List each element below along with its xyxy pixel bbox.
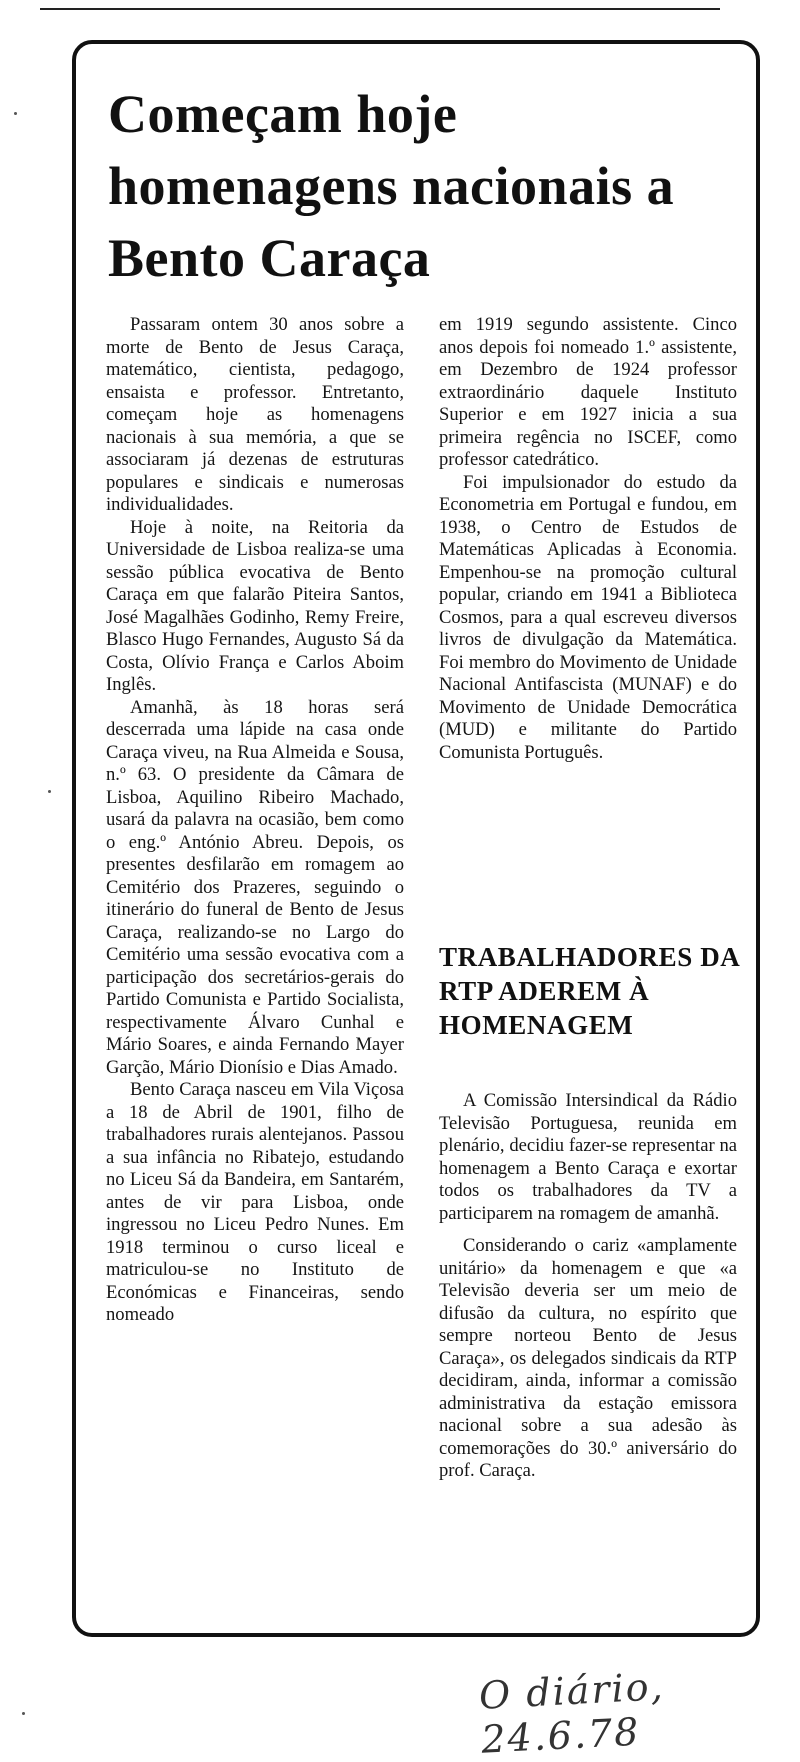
handwritten-source-note: O diário, 24.6.78 bbox=[477, 1664, 666, 1762]
paragraph: Passaram ontem 30 anos sobre a morte de Bento de Jesus Caraça, matemático, cientista, pedagogo, ensaista e professor. Entretanto, começam hoje as homenagens nacionais à sua memória, a que se associaram já dezenas de estruturas populares e sindicais e numerosas individualidades. bbox=[106, 314, 404, 515]
paragraph: Hoje à noite, na Reitoria da Universidade de Lisboa realiza-se uma sessão pública evocativa de Bento Caraça em que falarão Piteira Santos, José Magalhães Godinho, Remy Freire, Blasco Hugo Fernandes, Augusto Sá da Costa, Olívio França e Carlos Aboim Inglês. bbox=[106, 516, 404, 695]
paragraph: Amanhã, às 18 horas será descerrada uma lápide na casa onde Caraça viveu, na Rua Almeida e Sousa, n.º 63. O presidente da Câmara de Lisboa, Aquilino Ribeiro Machado, usará da palavra na ocasião, bem como o eng.º António Abreu. Depois, os presentes desfilarão em romagem ao Cemitério dos Prazeres, seguindo o itinerário do funeral de Bento de Jesus Caraça, realizando-se no Largo do Cemitério uma sessão evocativa com a participação dos secretários-gerais do Partido Comunista e Partido Socialista, respectivamente Álvaro Cunhal e Mário Soares, e ainda Fernando Mayer Garção, Mário Dionísio e Dias Amado. bbox=[106, 696, 404, 1078]
subsection-column bbox=[439, 1090, 737, 1483]
scan-speck bbox=[22, 1712, 25, 1715]
top-rule bbox=[40, 8, 720, 10]
section-subheadline: TRABALHADORES DA RTP ADEREM À HOMENAGEM bbox=[439, 942, 739, 1040]
paragraph: Foi impulsionador do estudo da Econometria em Portugal e fundou, em 1938, o Centro de Estudos de Matemáticas Aplicadas à Economia. Empenhou-se na promoção cultural popular, criando em 1941 a Biblioteca Cosmos, para a qual escreveu diversos livros de divulgação da Matemática. Foi membro do Movimento de Unidade Nacional Antifascista (MUNAF) e do Movimento de Unidade Democrática (MUD) e militante do Partido Comunista Português. bbox=[439, 471, 737, 763]
scan-speck bbox=[48, 790, 51, 793]
article-headline: Começam hoje homenagens nacionais a Bento Caraça bbox=[108, 84, 675, 288]
scan-speck bbox=[14, 112, 17, 115]
paragraph: Considerando o cariz «amplamente unitário» da homenagem e que «a Televisão deveria ser um meio de difusão da cultura, no espírito que sempre norteou Bento de Jesus Caraça», os delegados sindicais da RTP decidiram, ainda, informar a comissão administrativa da estação emissora nacional sobre a sua adesão às comemorações do 30.º aniversário do prof. Caraça. bbox=[439, 1235, 737, 1481]
paragraph: A Comissão Intersindical da Rádio Televisão Portuguesa, reunida em plenário, decidiu fazer-se representar na homenagem a Bento Caraça e exortar todos os trabalhadores da TV a participarem na romagem de amanhã. bbox=[439, 1090, 737, 1224]
paragraph-continued: em 1919 segundo assistente. Cinco anos depois foi nomeado 1.º assistente, em Dezembro de 1924 professor extraordinário daquele Instituto Superior e em 1927 inicia a sua primeira regência no ISCEF, como professor catedrático. bbox=[439, 314, 737, 470]
right-column bbox=[439, 314, 737, 764]
paragraph: Bento Caraça nasceu em Vila Viçosa a 18 de Abril de 1901, filho de trabalhadores rurais alentejanos. Passou a sua infância no Ribatejo, estudando no Liceu Sá da Bandeira, em Santarém, antes de vir para Lisboa, onde ingressou no Liceu Pedro Nunes. Em 1918 terminou o curso liceal e matriculou-se no Instituto de Económicas e Financeiras, sendo nomeado bbox=[106, 1079, 404, 1325]
left-column bbox=[106, 314, 404, 1327]
